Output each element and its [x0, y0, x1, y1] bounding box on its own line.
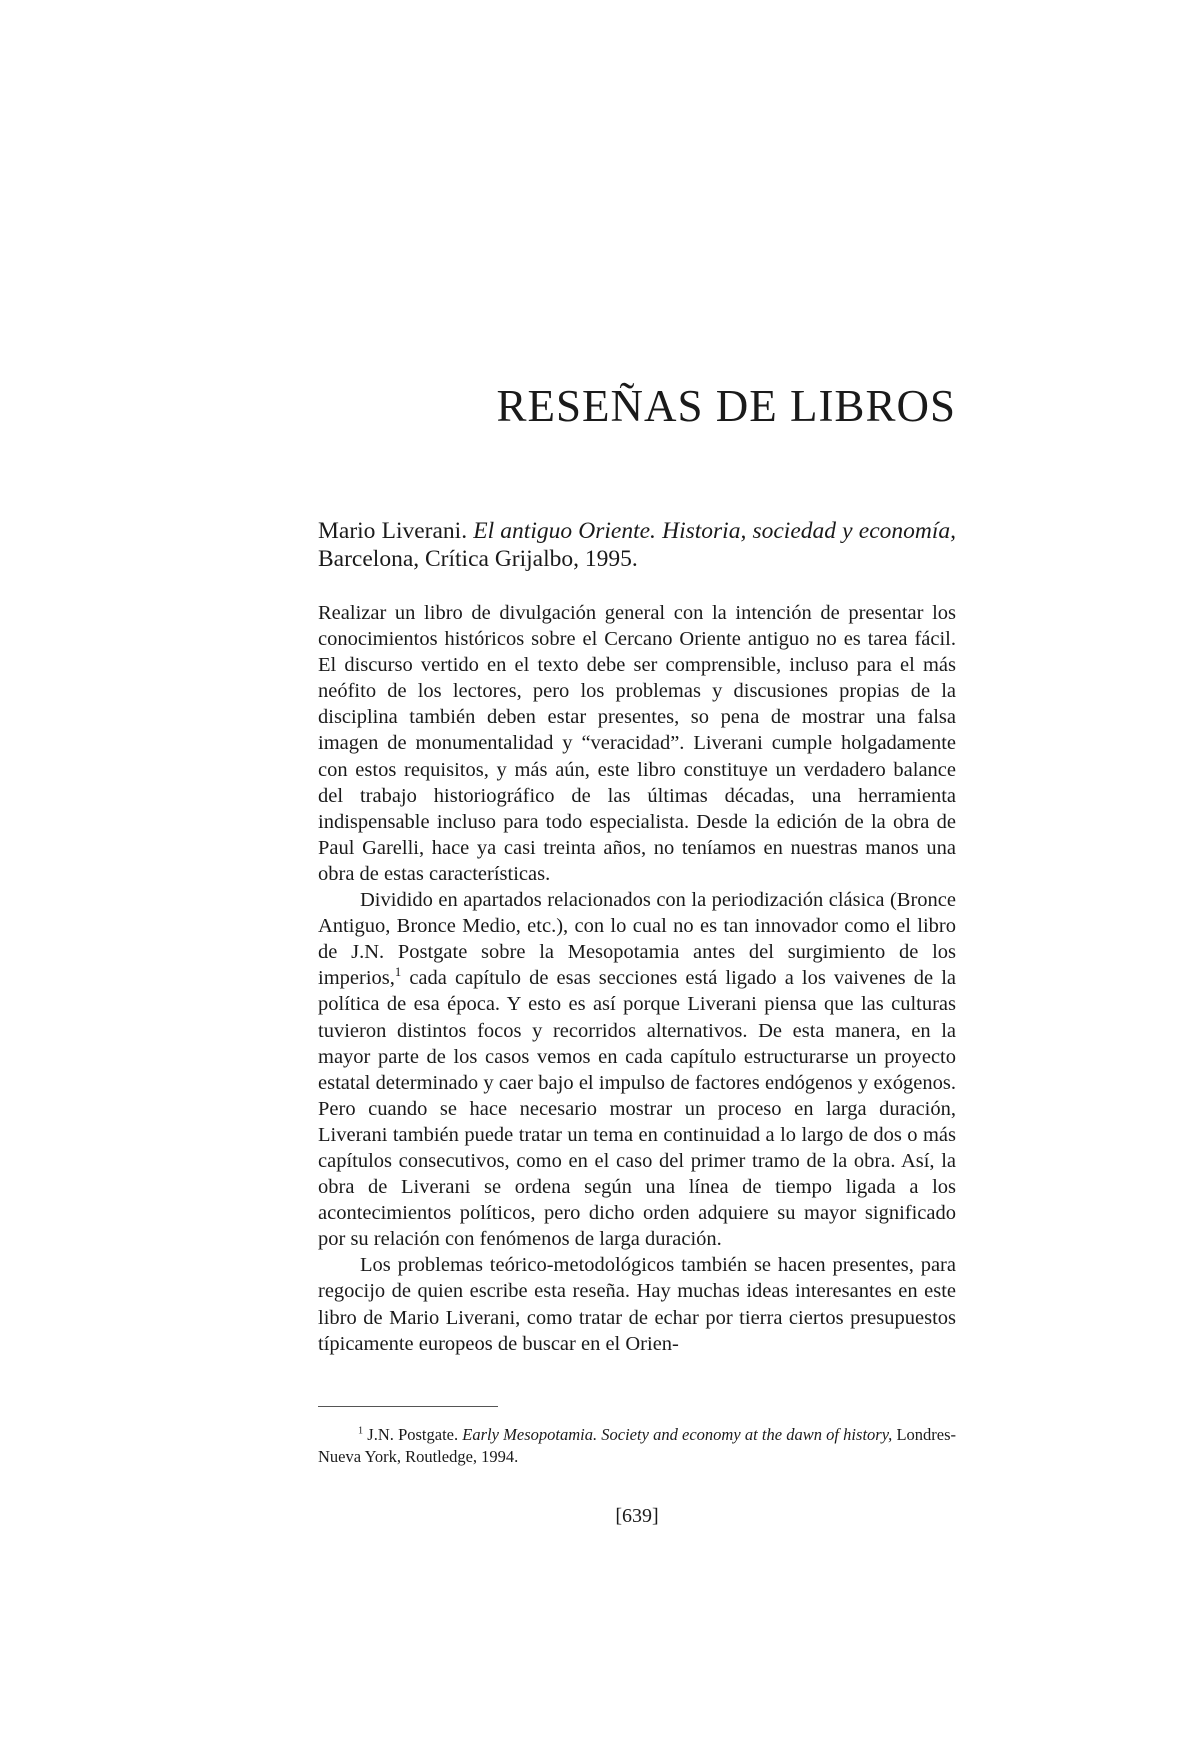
footnote-author: J.N. Postgate. — [367, 1425, 459, 1444]
body-paragraph-1: Realizar un libro de divulgación general con la intención de presentar los conocimientos históricos sobre el Cercano Oriente antiguo no es tarea fácil. El discurso vertido en el texto debe ser comprensible, incluso para el más neófito de los lectores, pero los problemas y discusiones propias de la disciplina también deben estar presentes, so pena de mostrar una falsa imagen de monumentalidad y “veracidad”. Liverani cumple holgadamente con estos requisitos, y más aún, este libro constituye un verdadero balance del trabajo historiográfico de las últimas décadas, una herramienta indispensable incluso para todo especialista. Desde la edición de la obra de Paul Garelli, hace ya casi treinta años, no teníamos en nuestras manos una obra de estas características. — [318, 602, 956, 885]
body-paragraph-2 — [318, 887, 956, 1252]
footnote-reference[interactable]: 1 — [394, 965, 402, 980]
citation-book-title: El antiguo Oriente. Historia, sociedad y economía, — [473, 518, 957, 544]
body-paragraph-2-start: Dividido en apartados relacionados con la periodización clásica (Bronce Antiguo, Bronce Medio, etc.), con lo cual no es tan innovador como el libro de J.N. Postgate sobre la Mesopotamia antes del surgimiento de los imperios, — [318, 889, 956, 990]
review-body — [318, 600, 956, 1357]
footnote-number: 1 — [358, 1425, 364, 1437]
body-paragraph-2-end: cada capítulo de esas secciones está ligado a los vaivenes de la política de esa época. Y esto es así porque Liverani piensa que las culturas tuvieron distintos focos y recorridos alternativos. De esta manera, en la mayor parte de los casos vemos en cada capítulo estructurarse un proyecto estatal determinado y caer bajo el impulso de factores endógenos y exógenos. Pero cuando se hace necesario mostrar un proceso en larga duración, Liverani también puede tratar un tema en continuidad a lo largo de dos o más capítulos consecutivos, como en el caso del primer tramo de la obra. Así, la obra de Liverani se ordena según una línea de tiempo ligada a los acontecimientos políticos, pero dicho orden adquiere su mayor significado por su relación con fenómenos de larga duración. — [318, 967, 956, 1251]
citation-publication: Barcelona, Crítica Grijalbo, 1995. — [318, 546, 638, 572]
citation-author: Mario Liverani. — [318, 518, 468, 544]
page-title: RESEÑAS DE LIBROS — [496, 381, 956, 431]
footnote-title: Early Mesopotamia. Society and economy at the dawn of history, — [462, 1425, 893, 1444]
footnote-separator — [318, 1406, 498, 1407]
page-number: [639] — [615, 1505, 659, 1527]
book-citation — [318, 517, 956, 573]
footnote — [318, 1424, 956, 1468]
body-paragraph-3: Los problemas teórico-metodológicos también se hacen presentes, para regocijo de quien escribe esta reseña. Hay muchas ideas interesantes en este libro de Mario Liverani, como tratar de echar por tierra ciertos presupuestos típicamente europeos de buscar en el Orien- — [318, 1254, 956, 1355]
footnote-publication: Londres-Nueva York, Routledge, 1994. — [318, 1425, 957, 1466]
